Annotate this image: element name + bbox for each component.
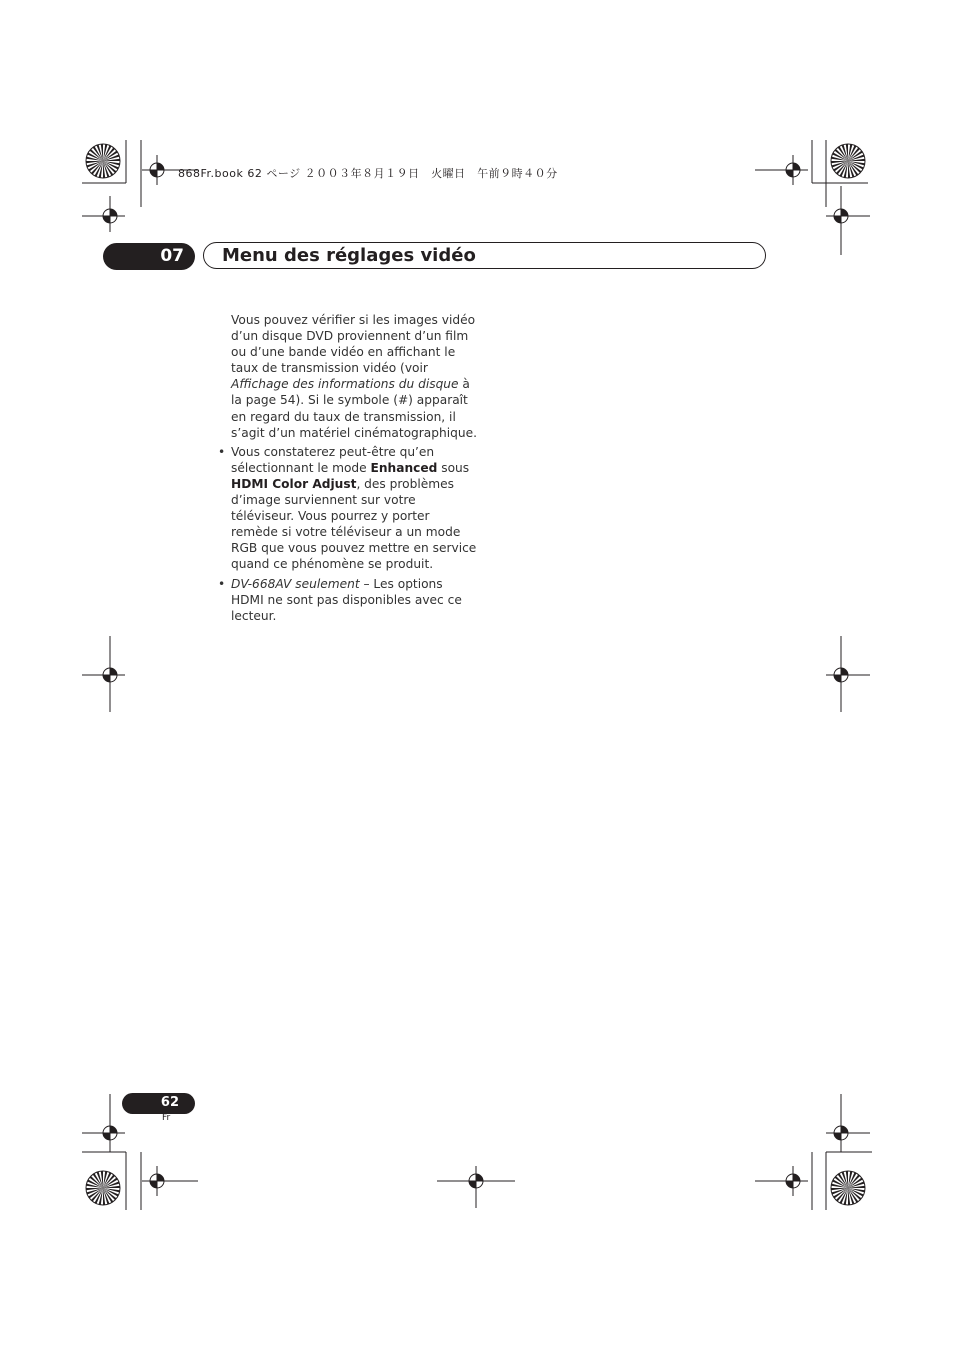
starburst-target-top-right [831, 144, 865, 178]
chapter-title: Menu des réglages vidéo [222, 245, 476, 266]
setting-hdmi-color-adjust: HDMI Color Adjust [231, 476, 357, 491]
starburst-target-top-left [86, 144, 120, 178]
cross-reference: Affichage des informations du disque [231, 377, 459, 392]
model-name: DV-668AV seulement [231, 576, 360, 591]
registration-mark-bottom-right [755, 1166, 808, 1196]
page-number: 62 [160, 1095, 179, 1110]
print-info-line: 868Fr.book 62 ページ ２００３年８月１９日 火曜日 午前９時４０分 [178, 167, 558, 180]
starburst-target-bottom-right [831, 1171, 865, 1205]
setting-enhanced: Enhanced [370, 460, 438, 475]
chapter-number: 07 [160, 246, 184, 266]
starburst-target-bottom-left [86, 1171, 120, 1205]
paragraph-frame-rate: Vous pouvez vérifier si les images vidéo d’un disque DVD proviennent d’un film ou d’une bande vidéo en affichant le taux de transmission vidéo (voir Affichage des informations du disque à la page 54). Si le symbole (#) apparaît en regard du taux de transmission, il s’agit d’un matériel cinématographique. [231, 313, 477, 440]
chapter-number-badge [103, 243, 195, 270]
bullet-enhanced-mode: • Vous constaterez peut-être qu’en sélectionnant le mode Enhanced sous HDMI Color Adjust, des problèmes d’image surviennent sur votre téléviseur. Vous pourrez y porter remède si votre téléviseur a un mode RGB que vous pouvez mettre en service quand ce phénomène se produit. [231, 444, 479, 573]
chapter-title-box [203, 242, 766, 269]
registration-mark-top-right [755, 155, 808, 185]
bullet-model-note: • DV-668AV seulement – Les options HDMI ne sont pas disponibles avec ce lecteur. [231, 576, 479, 624]
language-code: Fr [162, 1113, 171, 1123]
body-text [231, 312, 479, 627]
page-number-badge [122, 1093, 195, 1114]
